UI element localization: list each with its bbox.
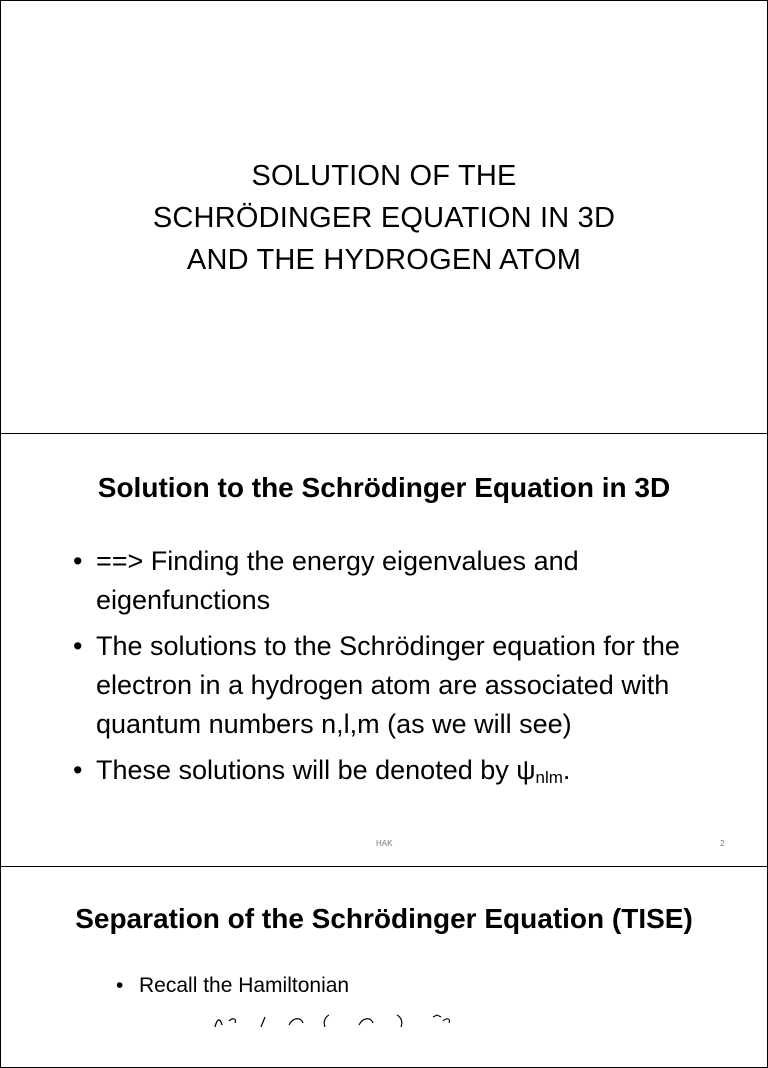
slide-heading: Separation of the Schrödinger Equation (TISE) bbox=[75, 903, 693, 934]
bullet-item bbox=[116, 971, 349, 1001]
slide-title bbox=[1, 155, 767, 281]
slide-2 bbox=[0, 433, 768, 867]
bullet-subscript: nlm bbox=[535, 768, 563, 787]
title-line-2: SCHRÖDINGER EQUATION IN 3D bbox=[152, 202, 616, 234]
bullet-text: These solutions will be denoted by ψ bbox=[96, 755, 536, 785]
bullet-item bbox=[73, 542, 693, 620]
bullet-list bbox=[116, 971, 349, 1001]
bullet-text: ==> Finding the energy eigenvalues and eigenfunctions bbox=[96, 546, 579, 615]
bullet-glyph: • bbox=[73, 546, 83, 576]
bullet-list bbox=[73, 542, 693, 797]
slide-footer-author: HAK bbox=[376, 839, 393, 848]
bullet-glyph: • bbox=[116, 974, 124, 997]
bullet-glyph: • bbox=[73, 755, 83, 785]
title-line-3: AND THE HYDROGEN ATOM bbox=[186, 244, 582, 276]
slide-heading: Solution to the Schrödinger Equation in 3D bbox=[97, 472, 671, 503]
bullet-suffix: . bbox=[562, 755, 571, 785]
bullet-item bbox=[73, 627, 693, 744]
slide-1 bbox=[0, 0, 768, 434]
bullet-text: Recall the Hamiltonian bbox=[139, 974, 350, 997]
bullet-text: The solutions to the Schrödinger equation for the electron in a hydrogen atom are associated with quantum numbers n,l,m (as we will see) bbox=[96, 631, 680, 739]
bullet-glyph: • bbox=[73, 631, 83, 661]
title-line-1: SOLUTION OF THE bbox=[251, 160, 517, 192]
slide-3 bbox=[0, 866, 768, 1068]
hamiltonian-formula-top bbox=[211, 1013, 471, 1027]
slide-page-number: 2 bbox=[720, 839, 725, 848]
bullet-item bbox=[73, 751, 693, 790]
